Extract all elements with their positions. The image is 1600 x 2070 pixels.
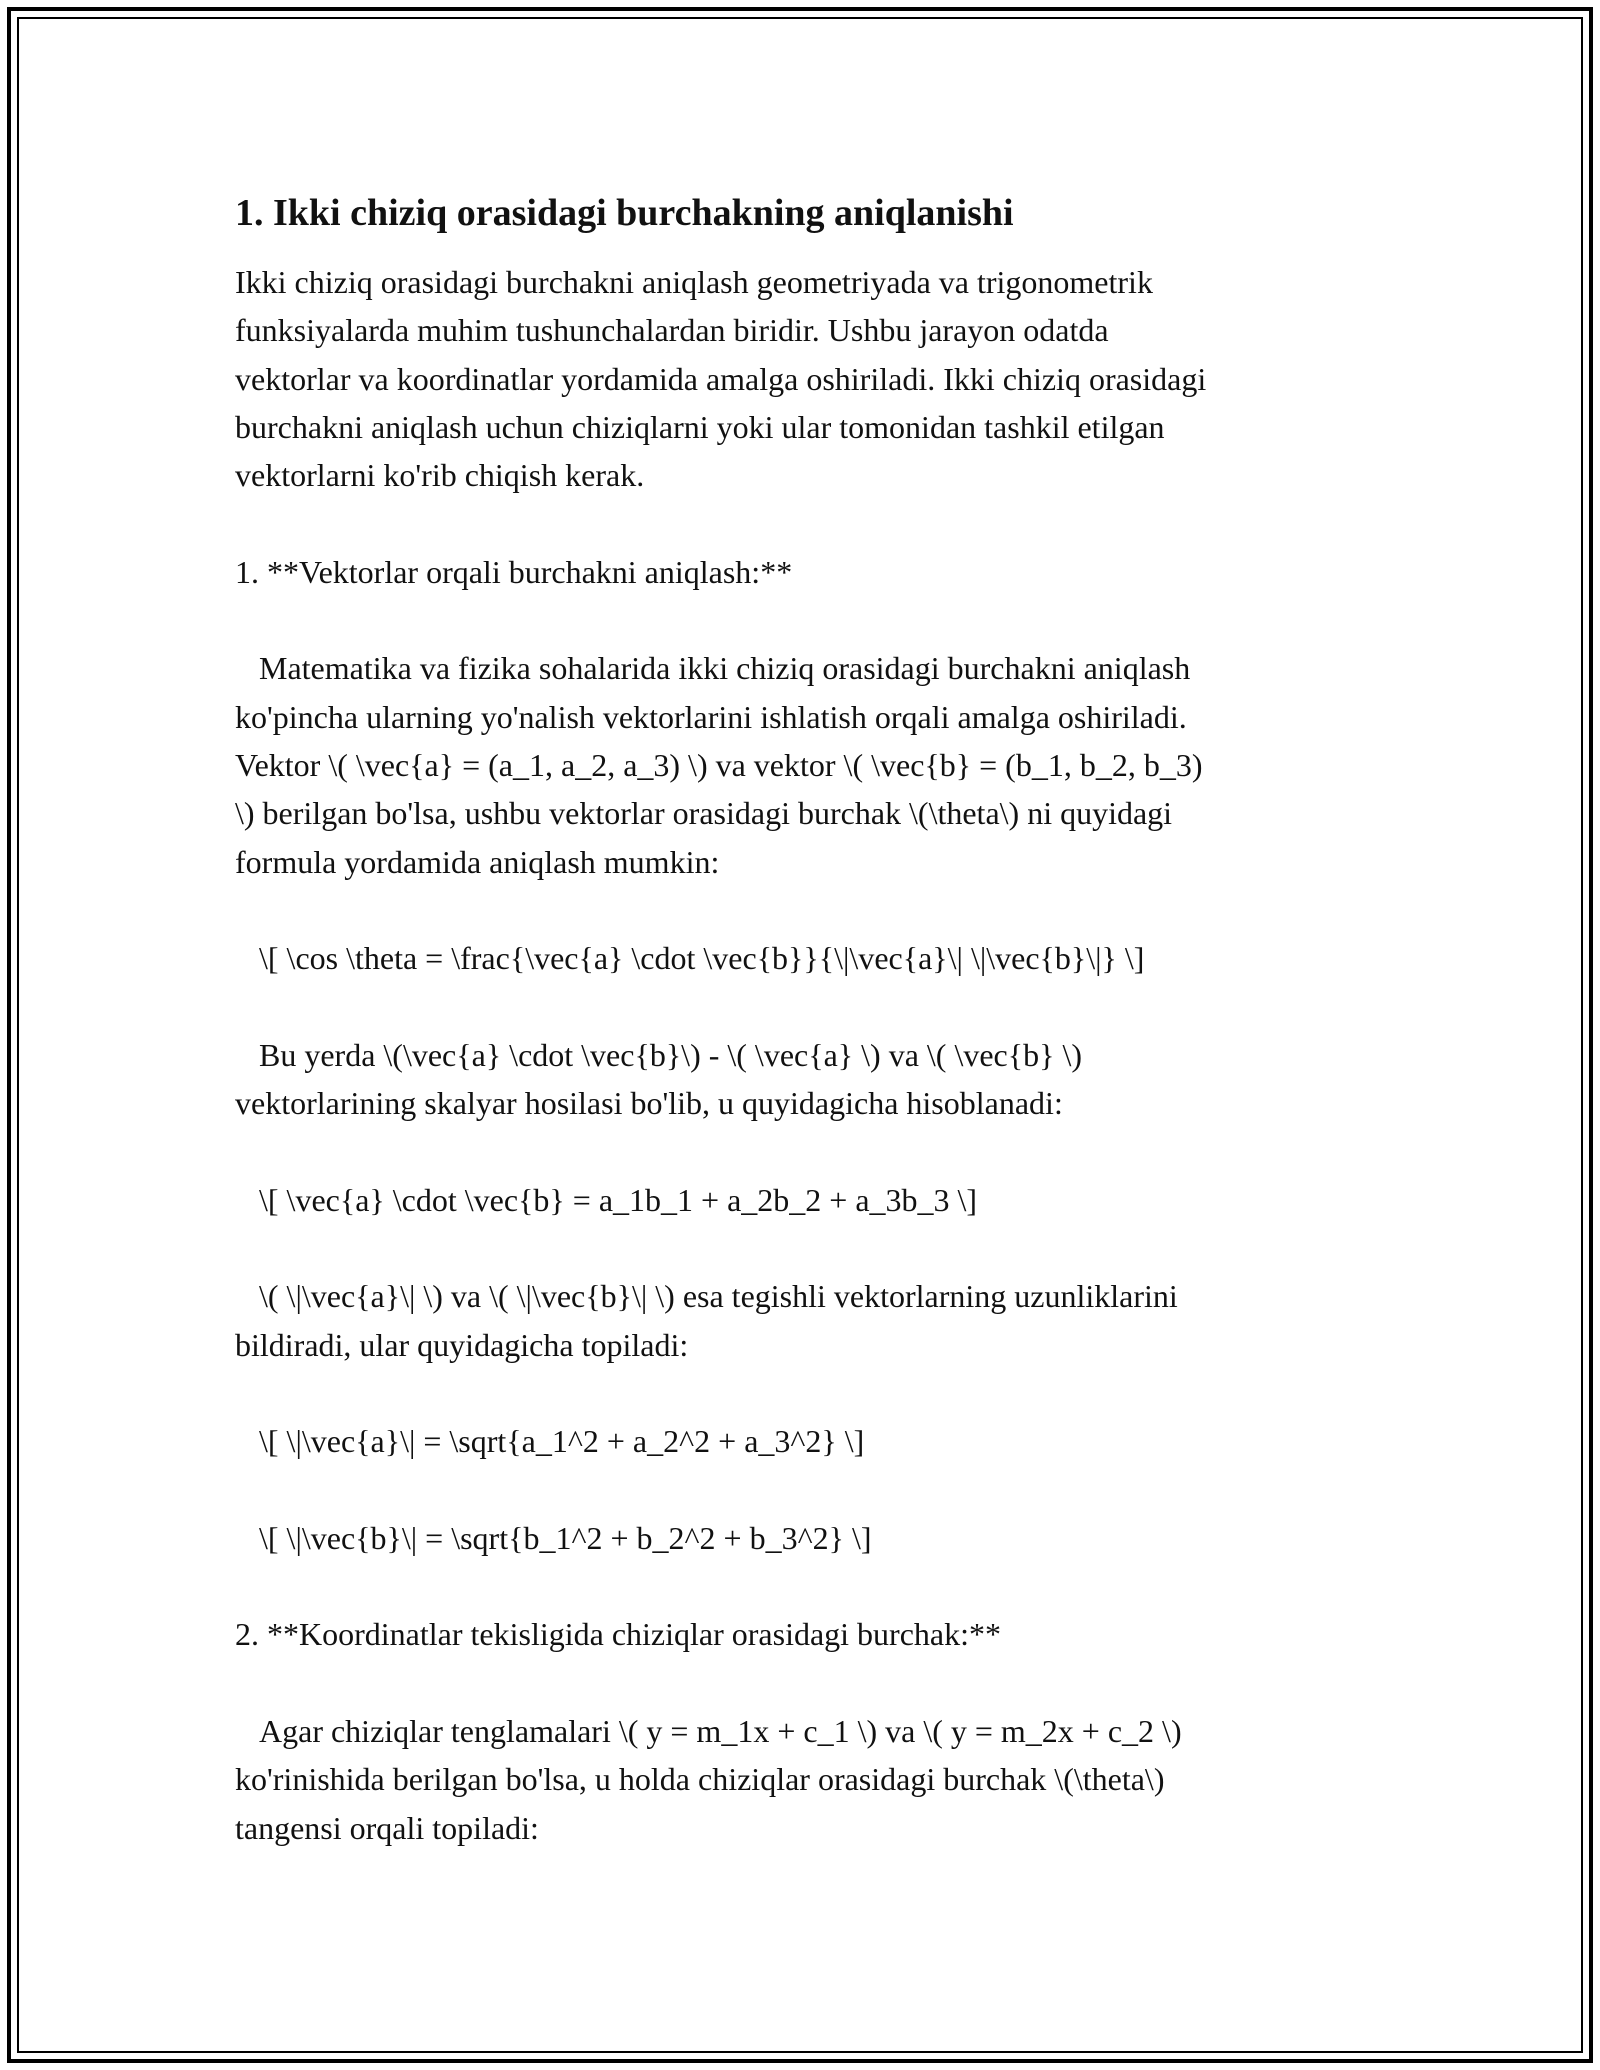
formula-norm-b: \[ \|\vec{b}\| = \sqrt{b_1^2 + b_2^2 + b_3^2} \] bbox=[235, 1519, 872, 1556]
spacer bbox=[235, 1562, 1365, 1610]
spacer bbox=[235, 1465, 1365, 1513]
formula-norm-a: \[ \|\vec{a}\| = \sqrt{a_1^2 + a_2^2 + a_3^2} \] bbox=[235, 1423, 865, 1460]
vector-length-paragraph: \( \|\vec{a}\| \) va \( \|\vec{b}\| \) esa tegishli vektorlarning uzunliklarini bildiradi, ular quyidagicha topiladi: bbox=[235, 1278, 1178, 1363]
formula-cos-theta: \[ \cos \theta = \frac{\vec{a} \cdot \vec{b}}{\|\vec{a}\| \|\vec{b}\|} \] bbox=[235, 940, 1145, 977]
spacer bbox=[235, 499, 1365, 547]
spacer bbox=[235, 1224, 1365, 1272]
formula-dot-product: \[ \vec{a} \cdot \vec{b} = a_1b_1 + a_2b_2 + a_3b_3 \] bbox=[235, 1181, 978, 1218]
spacer bbox=[235, 886, 1365, 934]
vector-method-paragraph: Matematika va fizika sohalarida ikki chiziq orasidagi burchakni aniqlash ko'pincha ularning yo'nalish vektorlarini ishlatish orqali amalga oshiriladi. Vektor \( \vec{a} = (a_1, a_2, a_3) \) va vektor \( \vec{b} = (b_1, b_2, b_3) \) berilgan bo'lsa, ushbu vektorlar orasidagi burchak \(\theta\) ni quyidagi formula yordamida aniqlash mumkin: bbox=[235, 650, 1203, 880]
spacer bbox=[235, 982, 1365, 1030]
list-item-title-1: 1. **Vektorlar orqali burchakni aniqlash:** bbox=[235, 553, 793, 590]
dot-product-paragraph: Bu yerda \(\vec{a} \cdot \vec{b}\) - \( \vec{a} \) va \( \vec{b} \) vektorlarining skalyar hosilasi bo'lib, u quyidagicha hisoblanadi: bbox=[235, 1036, 1082, 1122]
section-heading: 1. Ikki chiziq orasidagi burchakning aniqlanishi bbox=[235, 192, 1014, 234]
spacer bbox=[235, 1659, 1365, 1707]
coordinate-method-paragraph: Agar chiziqlar tenglamalari \( y = m_1x + c_1 \) va \( y = m_2x + c_2 \) ko'rinishida berilgan bo'lsa, u holda chiziqlar orasidagi burchak \(\theta\) tangensi orqali topiladi: bbox=[235, 1712, 1182, 1846]
list-item-title-2: 2. **Koordinatlar tekisligida chiziqlar orasidagi burchak:** bbox=[235, 1616, 1001, 1653]
spacer bbox=[235, 1369, 1365, 1417]
spacer bbox=[235, 1127, 1365, 1175]
intro-paragraph: Ikki chiziq orasidagi burchakni aniqlash geometriyada va trigonometrik funksiyalarda muhim tushunchalardan biridir. Ushbu jarayon odatda vektorlar va koordinatlar yordamida amalga oshiriladi. Ikki chiziq orasidagi burchakni aniqlash uchun chiziqlarni yoki ular tomonidan tashkil etilgan vektorlarni ko'rib chiqish kerak. bbox=[235, 264, 1207, 494]
document-body bbox=[235, 188, 1365, 1852]
spacer bbox=[235, 596, 1365, 644]
